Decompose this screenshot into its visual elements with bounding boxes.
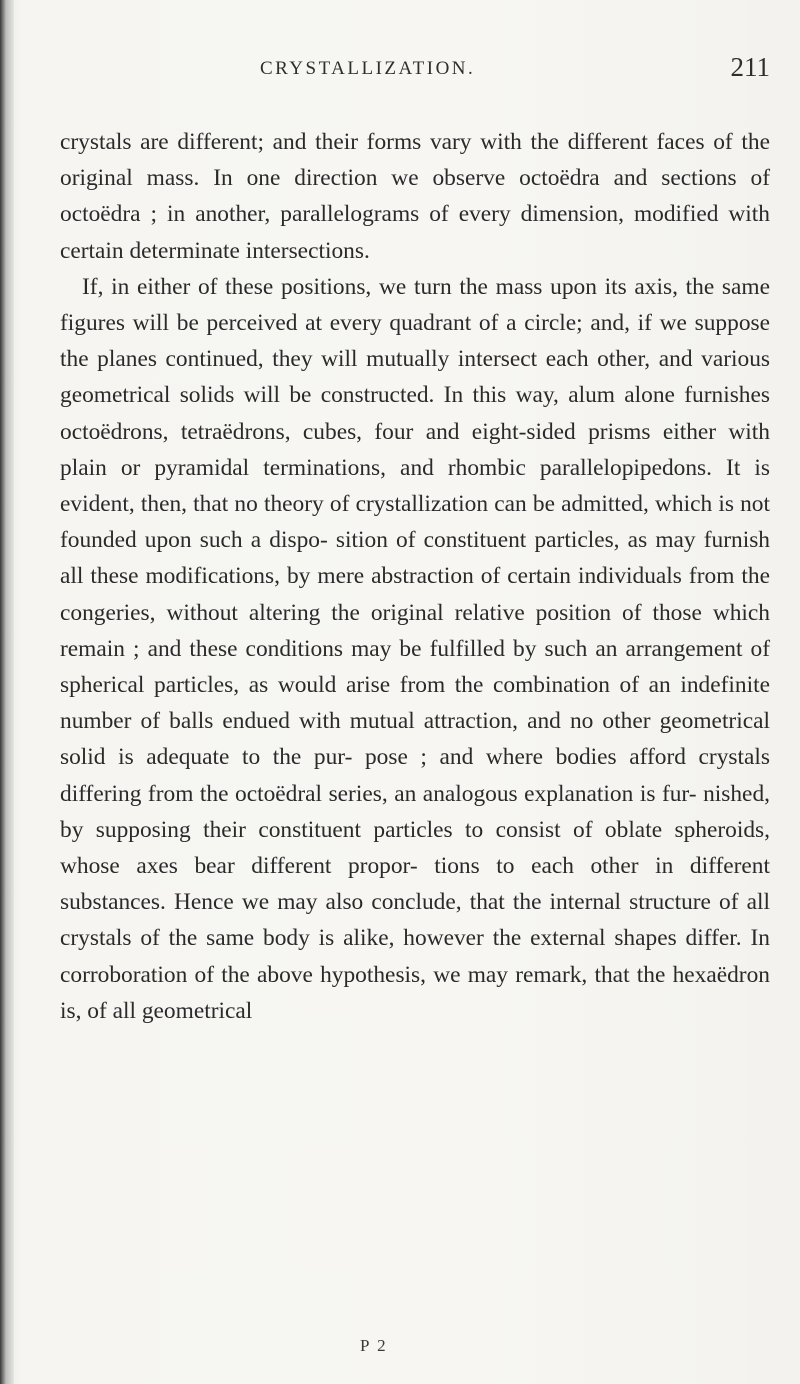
- body-text: [60, 124, 770, 1029]
- page-number: 211: [730, 52, 770, 82]
- page-header: [60, 52, 770, 98]
- page-binding-edge: [0, 0, 14, 1384]
- signature-mark: P 2: [360, 1336, 388, 1355]
- paragraph-1: crystals are different; and their forms vary with the different faces of the original mass. In one direction we observe octoëdra and sections of octoëdra ; in another, parallelograms of every dimension, modified with certain determinate intersections.: [60, 129, 770, 264]
- paragraph-2: If, in either of these positions, we turn the mass upon its axis, the same figures will be perceived at every quadrant of a circle; and, if we suppose the planes continued, they will mutually intersect each other, and various geometrical solids will be constructed. In this way, alum alone furnishes octoëdrons, tetraëdrons, cubes, four and eight-sided prisms either with plain or pyramidal terminations, and rhombic parallelopipedons. It is evident, then, that no theory of crystallization can be admitted, which is not founded upon such a dispo- sition of constituent particles, as may furnish all these modifications, by mere abstraction of certain individuals from the congeries, without altering the original relative position of those which remain ; and these conditions may be fulfilled by such an arrangement of spherical particles, as would arise from the combination of an indefinite number of balls endued with mutual attraction, and no other geometrical solid is adequate to the pur- pose ; and where bodies afford crystals differing from the octoëdral series, an analogous explanation is fur- nished, by supposing their constituent particles to consist of oblate spheroids, whose axes bear different propor- tions to each other in different substances. Hence we may also conclude, that the internal structure of all crystals of the same body is alike, however the external shapes differ. In corroboration of the above hypothesis, we may remark, that the hexaëdron is, of all geometrical: [60, 273, 770, 1024]
- running-head: CRYSTALLIZATION.: [260, 58, 476, 79]
